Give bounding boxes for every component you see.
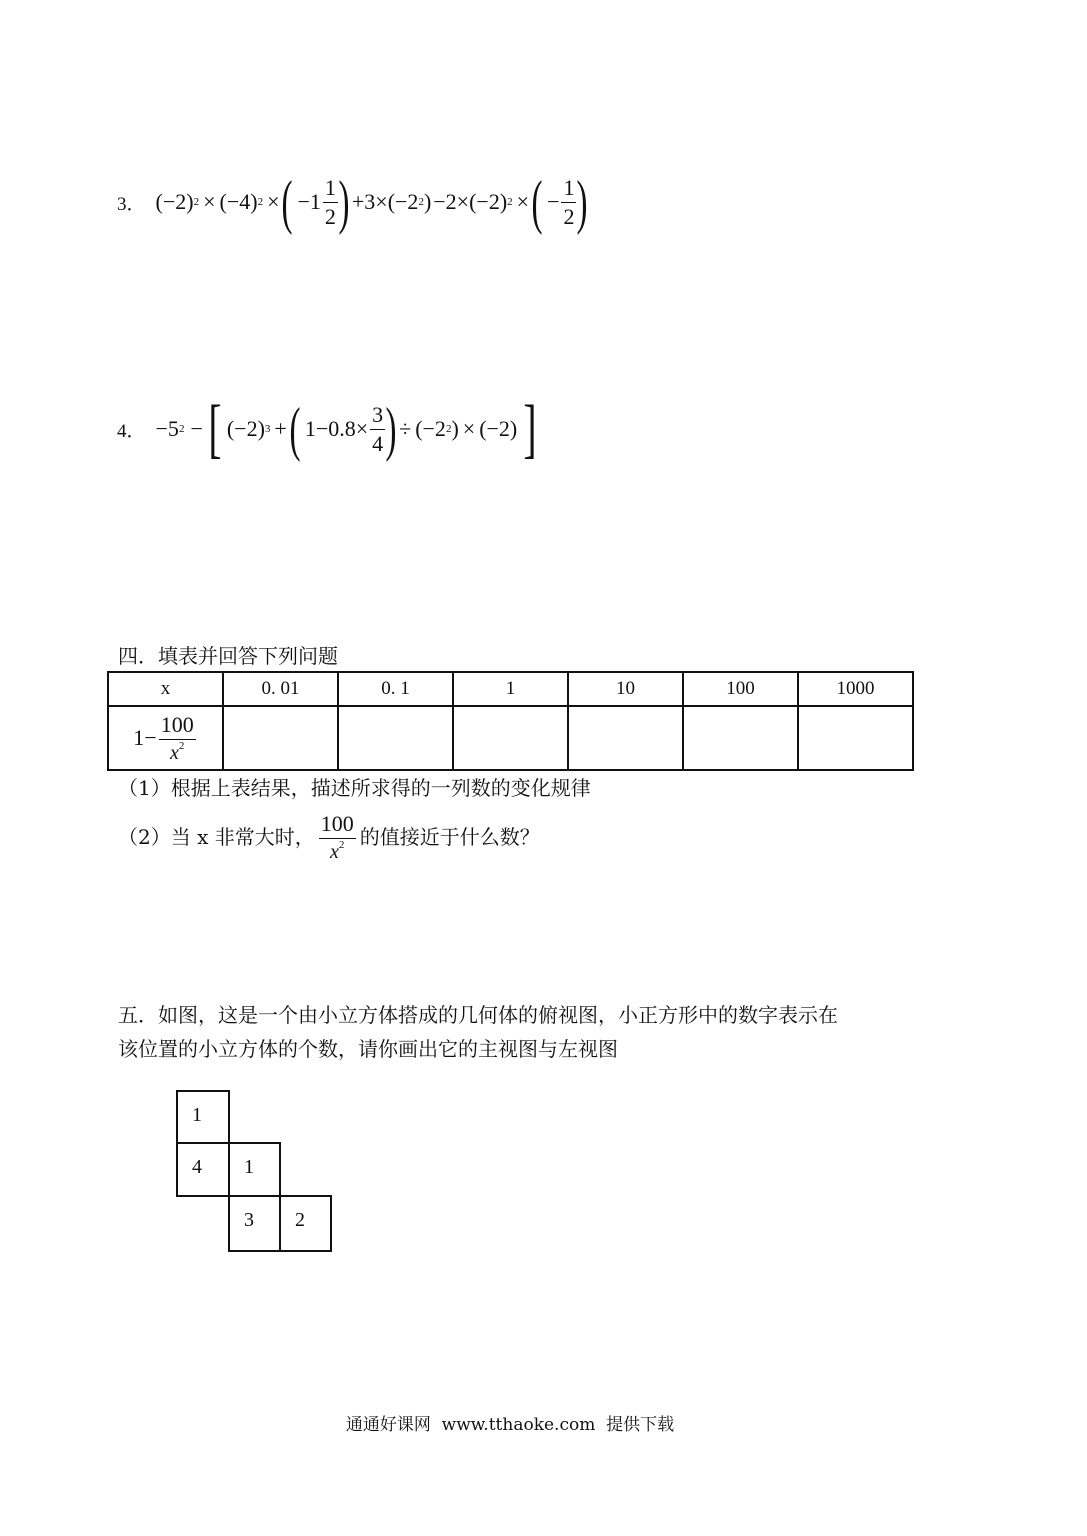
left-bracket: [ (208, 392, 222, 465)
right-paren: ) (385, 396, 397, 462)
table-header-cell: 100 (683, 672, 798, 706)
operator: × (203, 189, 216, 214)
left-paren: ( (289, 396, 301, 462)
problem-number: 4． (117, 420, 146, 442)
numerator: 100 (159, 714, 196, 740)
table-header-cell: 1000 (798, 672, 913, 706)
denominator: x (170, 741, 179, 764)
question-2-suffix: 的值接近于什么数？ (359, 825, 540, 849)
operator: × (516, 189, 530, 214)
table-row-label (108, 706, 223, 770)
operator: −2× (433, 189, 470, 214)
cube-count: 3 (244, 1209, 254, 1231)
answer-cell[interactable] (223, 706, 338, 770)
denominator: x (330, 840, 339, 863)
fraction (323, 174, 338, 229)
operator: − (190, 416, 203, 441)
fraction (370, 401, 385, 456)
table-header-cell: 1 (453, 672, 568, 706)
math-term: (−2 (387, 189, 419, 214)
answer-cell[interactable] (338, 706, 453, 770)
numerator: 1 (561, 177, 576, 203)
math-term: (−2) (155, 189, 194, 214)
fraction (319, 810, 356, 863)
right-paren: ) (576, 169, 588, 235)
numerator: 1 (323, 177, 338, 203)
right-bracket: ] (523, 392, 537, 465)
question-2-prefix: （2）当 x 非常大时， (118, 825, 315, 849)
cube-count: 4 (192, 1156, 202, 1178)
cube-count: 1 (192, 1104, 202, 1126)
page-footer: 通通好课网 www.tthaoke.com 提供下载 (345, 1415, 675, 1435)
right-paren: ) (338, 169, 350, 235)
denominator: 2 (563, 203, 575, 229)
exponent: 2 (178, 739, 185, 752)
problem-3: 3． (−2) 2 × (−4) 2 × ( −1 $\frac{1}{2}$ ) +3× (−2 2 ) −2× (−2) 2 × ( − $\frac{1}{2}$ ) (117, 169, 588, 235)
table-row (108, 706, 913, 770)
math-term: ) (451, 416, 459, 441)
math-term: (−4) (219, 189, 258, 214)
table-header-cell: 0. 1 (338, 672, 453, 706)
operator: × (267, 189, 280, 214)
table-row-label: x (108, 672, 223, 706)
section-5-line-2: 该位置的小立方体的个数，请你画出它的主视图与左视图 (118, 1037, 618, 1061)
operator: +3× (351, 189, 388, 214)
numerator: 100 (319, 813, 356, 839)
table-header-cell: 10 (568, 672, 683, 706)
question-1: （1）根据上表结果，描述所求得的一列数的变化规律 (118, 776, 591, 800)
left-paren: ( (281, 169, 293, 235)
denominator: 2 (324, 203, 336, 229)
operator: ÷ (399, 416, 412, 441)
math-term: ) (423, 189, 432, 214)
math-term: −1 (297, 189, 321, 214)
math-term: − (547, 189, 560, 214)
problem-4: 4． −5 2 − [ (−2) 3 + ( 1−0.8× $\frac{3}{4}$ ) ÷ (−2 2 ) × (−2) ] (117, 392, 537, 465)
grid-cell (228, 1195, 281, 1252)
grid-cell (176, 1142, 230, 1197)
math-term: (−2 (415, 416, 446, 441)
answer-cell[interactable] (568, 706, 683, 770)
formula-prefix: 1− (133, 725, 157, 750)
cube-count: 2 (295, 1209, 305, 1231)
problem-number: 3． (117, 193, 146, 215)
math-term: (−2) (469, 189, 508, 214)
operator: × (462, 416, 476, 441)
answer-cell[interactable] (453, 706, 568, 770)
left-paren: ( (531, 169, 543, 235)
table-header-cell: 0. 01 (223, 672, 338, 706)
fill-in-table (107, 671, 914, 771)
operator: + (274, 416, 287, 441)
math-term: 1−0.8× (304, 416, 369, 441)
answer-cell[interactable] (798, 706, 913, 770)
section-5-line-1: 五．如图，这是一个由小立方体搭成的几何体的俯视图，小正方形中的数字表示在 (118, 1003, 838, 1027)
section-4-title: 四．填表并回答下列问题 (118, 644, 338, 668)
answer-cell[interactable] (683, 706, 798, 770)
numerator: 3 (370, 404, 385, 430)
math-term: (−2) (226, 416, 265, 441)
table-header-row (108, 672, 913, 706)
exponent: 2 (338, 838, 345, 851)
fraction (159, 711, 196, 764)
math-term: (−2) (479, 416, 518, 441)
fraction (561, 174, 576, 229)
grid-cell (228, 1142, 281, 1197)
cube-count: 1 (244, 1156, 254, 1178)
math-term: −5 (155, 416, 179, 441)
grid-cell (176, 1090, 230, 1144)
question-2 (118, 806, 540, 868)
grid-cell (279, 1195, 332, 1252)
denominator: 4 (372, 430, 384, 456)
